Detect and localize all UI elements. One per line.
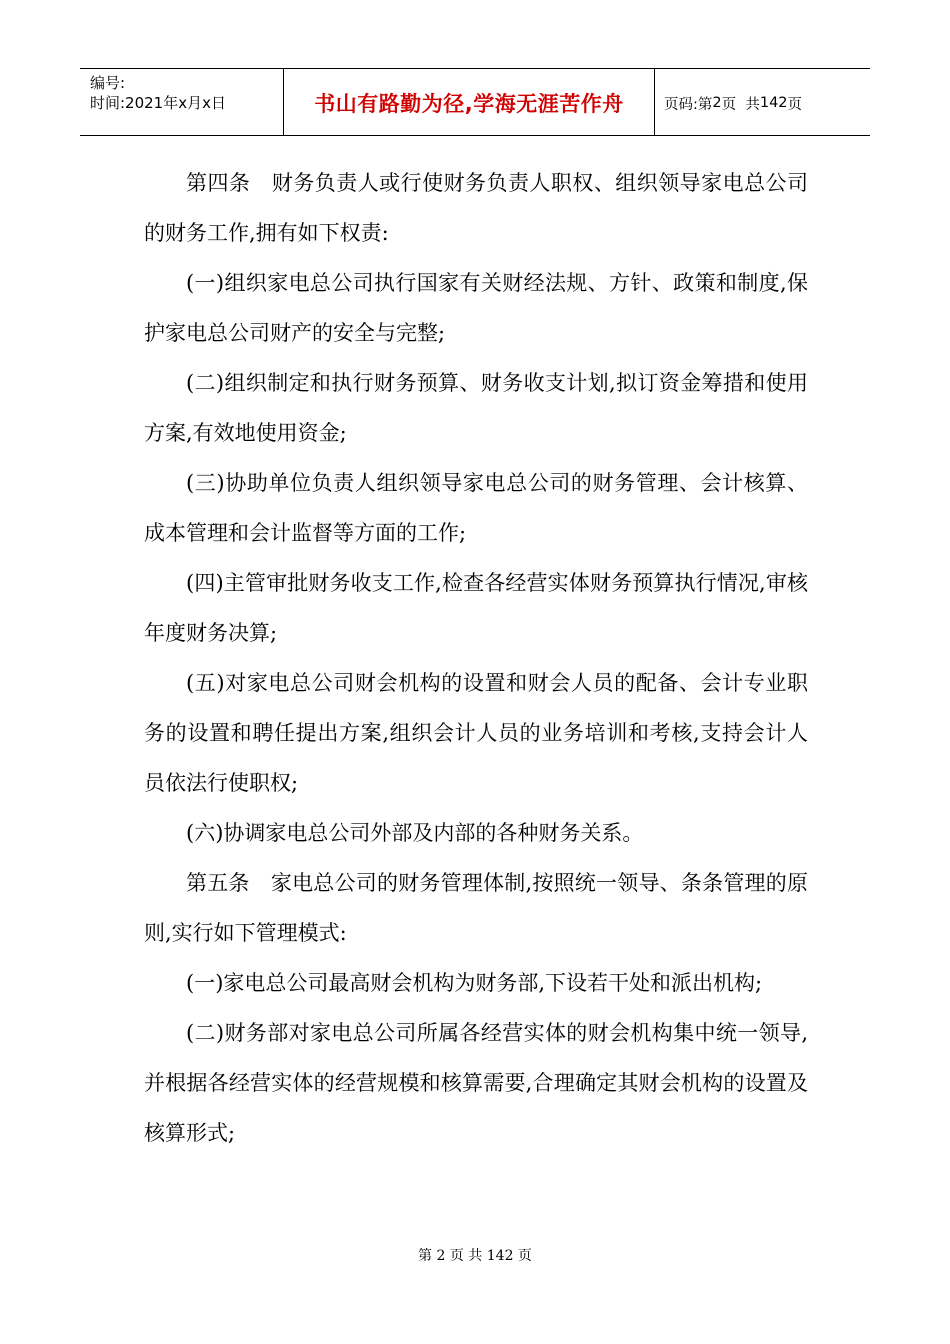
paragraph: (二)组织制定和执行财务预算、财务收支计划,拟订资金筹措和使用方案,有效地使用资金; bbox=[144, 371, 808, 445]
document-time-label: 时间:2021年x月x日 bbox=[90, 94, 226, 112]
paragraph: (三)协助单位负责人组织领导家电总公司的财务管理、会计核算、成本管理和会计监督等方面的工作; bbox=[144, 471, 808, 545]
header-motto: 书山有路勤为径,学海无涯苦作舟 bbox=[314, 92, 624, 116]
page-middle: 页 共 bbox=[721, 96, 760, 113]
document-number-label: 编号: bbox=[90, 74, 126, 92]
header-page-info bbox=[655, 69, 870, 135]
document-body bbox=[144, 158, 808, 1158]
paragraph: 第四条 财务负责人或行使财务负责人职权、组织领导家电总公司的财务工作,拥有如下权责: bbox=[144, 171, 808, 245]
paragraph: (四)主管审批财务收支工作,检查各经营实体财务预算执行情况,审核年度财务决算; bbox=[144, 571, 808, 645]
document-header bbox=[80, 68, 870, 136]
page-suffix: 页 bbox=[787, 96, 803, 113]
page-current: 2 bbox=[712, 95, 722, 111]
page-prefix: 页码:第 bbox=[664, 96, 713, 113]
page-footer: 第 2 页 共 142 页 bbox=[418, 1248, 532, 1264]
paragraph: (二)财务部对家电总公司所属各经营实体的财会机构集中统一领导,并根据各经营实体的经营规模和核算需要,合理确定其财会机构的设置及核算形式; bbox=[144, 1021, 808, 1145]
paragraph: (一)家电总公司最高财会机构为财务部,下设若干处和派出机构; bbox=[186, 971, 763, 995]
header-motto-cell bbox=[283, 69, 655, 135]
page-total: 142 bbox=[759, 95, 788, 111]
paragraph: (五)对家电总公司财会机构的设置和财会人员的配备、会计专业职务的设置和聘任提出方案,组织会计人员的业务培训和考核,支持会计人员依法行使职权; bbox=[144, 671, 808, 795]
paragraph: (六)协调家电总公司外部及内部的各种财务关系。 bbox=[186, 821, 644, 845]
paragraph: 第五条 家电总公司的财务管理体制,按照统一领导、条条管理的原则,实行如下管理模式: bbox=[144, 871, 808, 945]
header-meta bbox=[80, 69, 283, 135]
paragraph: (一)组织家电总公司执行国家有关财经法规、方针、政策和制度,保护家电总公司财产的安全与完整; bbox=[144, 271, 808, 345]
